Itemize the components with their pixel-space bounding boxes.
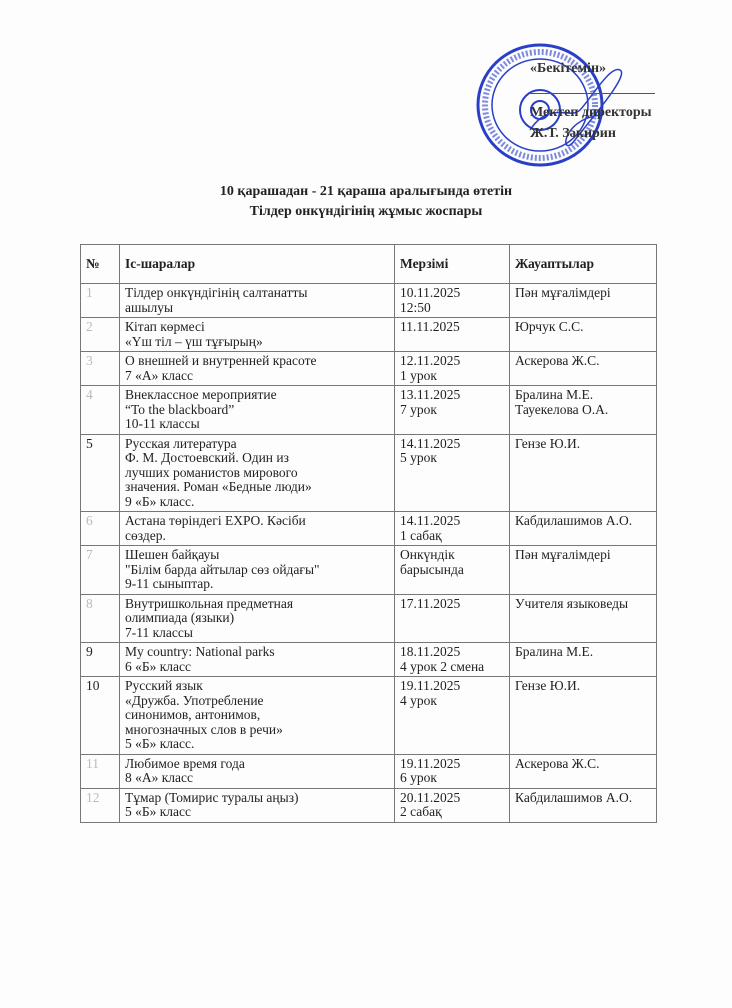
event-cell: Русская литература Ф. М. Достоевский. Один из лучших романистов мирового значения. Роман «Бедные люди» 9 «Б» класс. — [120, 434, 395, 512]
header-date: Мерзімі — [395, 245, 510, 284]
row-number: 3 — [81, 352, 120, 386]
event-cell: Тілдер онкүндігінің салтанатты ашылуы — [120, 284, 395, 318]
date-cell: 18.11.2025 4 урок 2 смена — [395, 643, 510, 677]
table-row — [81, 434, 657, 512]
event-cell: Тұмар (Томирис туралы аңыз) 5 «Б» класс — [120, 788, 395, 822]
responsible-cell: Аскерова Ж.С. — [510, 754, 657, 788]
table-row — [81, 677, 657, 755]
approval-label: «Бекітемін» — [530, 61, 607, 76]
event-cell: Внеклассное мероприятие “To the blackboard” 10-11 классы — [120, 386, 395, 435]
header-number: № — [81, 245, 120, 284]
table-row — [81, 754, 657, 788]
signature-line — [530, 79, 655, 94]
row-number: 6 — [81, 512, 120, 546]
table-header — [81, 245, 657, 284]
date-cell: 19.11.2025 6 урок — [395, 754, 510, 788]
approval-position: Мектеп директоры — [530, 105, 652, 120]
date-cell: 12.11.2025 1 урок — [395, 352, 510, 386]
table-row — [81, 643, 657, 677]
event-cell: О внешней и внутренней красоте 7 «А» класс — [120, 352, 395, 386]
date-cell: 11.11.2025 — [395, 318, 510, 352]
responsible-cell: Пән мұғалімдері — [510, 546, 657, 595]
row-number: 8 — [81, 594, 120, 643]
row-number: 5 — [81, 434, 120, 512]
responsible-cell: Кабдилашимов А.О. — [510, 512, 657, 546]
responsible-cell: Гензе Ю.И. — [510, 434, 657, 512]
row-number: 12 — [81, 788, 120, 822]
responsible-cell: Пән мұғалімдері — [510, 284, 657, 318]
date-cell: 14.11.2025 5 урок — [395, 434, 510, 512]
responsible-cell: Гензе Ю.И. — [510, 677, 657, 755]
title-line-1: 10 қарашадан - 21 қараша аралығында өтетін — [219, 184, 513, 199]
responsible-cell: Кабдилашимов А.О. — [510, 788, 657, 822]
event-cell: My country: National parks 6 «Б» класс — [120, 643, 395, 677]
approval-block — [530, 58, 655, 144]
date-cell: 19.11.2025 4 урок — [395, 677, 510, 755]
event-cell: Кітап көрмесі «Үш тіл – үш тұғырың» — [120, 318, 395, 352]
row-number: 11 — [81, 754, 120, 788]
row-number: 9 — [81, 643, 120, 677]
date-cell: 20.11.2025 2 сабақ — [395, 788, 510, 822]
row-number: 2 — [81, 318, 120, 352]
event-cell: Астана төріндегі EXPO. Кәсіби сөздер. — [120, 512, 395, 546]
date-cell: 17.11.2025 — [395, 594, 510, 643]
title-line-2: Тілдер онкүндігінің жұмыс жоспары — [249, 204, 483, 219]
responsible-cell: Бралина М.Е. Тауекелова О.А. — [510, 386, 657, 435]
table-row — [81, 546, 657, 595]
responsible-cell: Юрчук С.С. — [510, 318, 657, 352]
event-cell: Внутришкольная предметная олимпиада (языки) 7-11 классы — [120, 594, 395, 643]
event-cell: Любимое время года 8 «А» класс — [120, 754, 395, 788]
date-cell: Онкүндік барысында — [395, 546, 510, 595]
responsible-cell: Бралина М.Е. — [510, 643, 657, 677]
table-row — [81, 386, 657, 435]
row-number: 10 — [81, 677, 120, 755]
table-row — [81, 352, 657, 386]
event-cell: Русский язык «Дружба. Употребление синонимов, антонимов, многозначных слов в речи» 5 «Б» класс. — [120, 677, 395, 755]
date-cell: 10.11.2025 12:50 — [395, 284, 510, 318]
header-events: Іс-шаралар — [120, 245, 395, 284]
date-cell: 14.11.2025 1 сабақ — [395, 512, 510, 546]
event-cell: Шешен байқауы "Білім барда айтылар сөз ойдағы" 9-11 сыныптар. — [120, 546, 395, 595]
table-row — [81, 284, 657, 318]
row-number: 7 — [81, 546, 120, 595]
table-row — [81, 788, 657, 822]
table-row — [81, 318, 657, 352]
approval-name: Ж.Т. Зәкирин — [530, 126, 616, 141]
responsible-cell: Аскерова Ж.С. — [510, 352, 657, 386]
table-row — [81, 594, 657, 643]
header-responsible: Жауаптылар — [510, 245, 657, 284]
plan-table — [80, 244, 657, 823]
table-row — [81, 512, 657, 546]
row-number: 4 — [81, 386, 120, 435]
responsible-cell: Учителя языковеды — [510, 594, 657, 643]
date-cell: 13.11.2025 7 урок — [395, 386, 510, 435]
row-number: 1 — [81, 284, 120, 318]
